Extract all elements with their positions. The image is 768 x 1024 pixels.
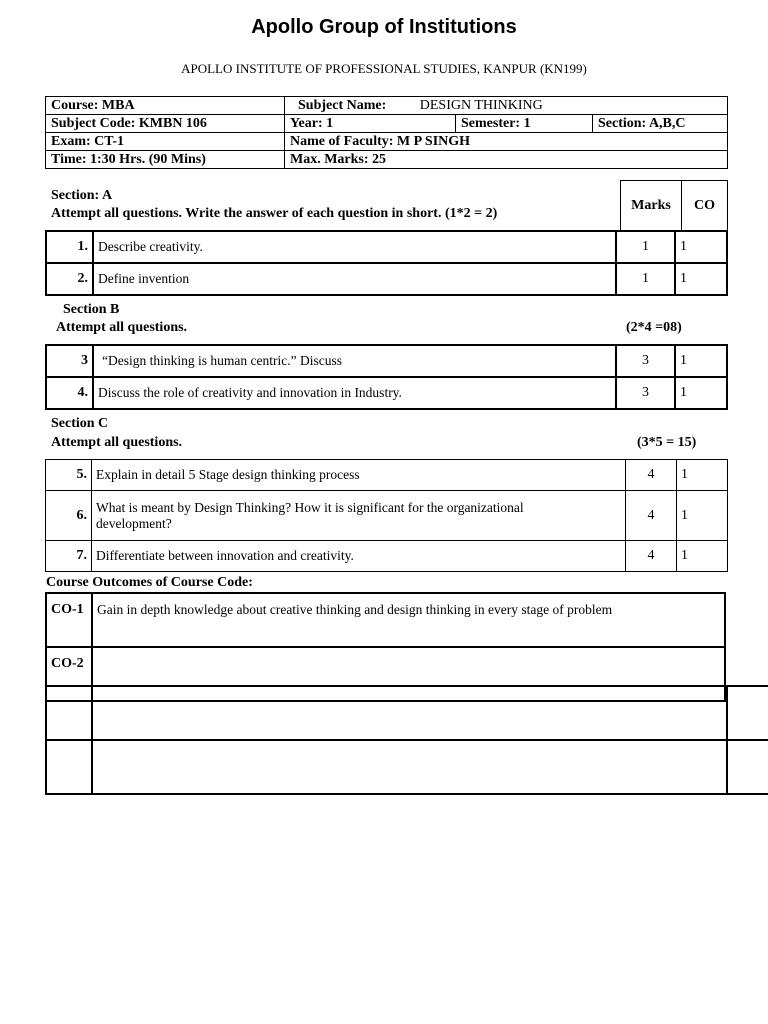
question-number: 3 xyxy=(46,345,93,377)
question-marks: 1 xyxy=(616,263,675,295)
question-text: “Design thinking is human centric.” Discuss xyxy=(93,345,616,377)
section-cell: Section: A,B,C xyxy=(593,115,728,133)
question-number: 2. xyxy=(46,263,93,295)
question-text: Describe creativity. xyxy=(93,231,616,263)
subject-name-label: Subject Name: xyxy=(298,97,387,113)
table-row xyxy=(46,231,727,263)
question-text: Define invention xyxy=(93,263,616,295)
table-row xyxy=(46,491,728,541)
org-title: Apollo Group of Institutions xyxy=(251,16,517,38)
table-row xyxy=(46,460,728,491)
co-extra-cell xyxy=(727,686,768,740)
section-b-title: Section B xyxy=(63,302,120,317)
question-marks: 4 xyxy=(626,460,677,491)
section-a-instruction: Attempt all questions. Write the answer of each question in short. (1*2 = 2) xyxy=(51,206,498,221)
section-b-instruction: Attempt all questions. xyxy=(56,320,188,335)
question-co: 1 xyxy=(677,541,728,572)
table-row xyxy=(46,377,727,409)
section-c-scheme: (3*5 = 15) xyxy=(637,435,697,450)
co-label: CO-2 xyxy=(46,647,92,701)
section-a-title: Section: A xyxy=(51,188,113,203)
question-number: 5. xyxy=(46,460,92,491)
section-a-table xyxy=(45,230,728,296)
course-outcomes-extra-table xyxy=(45,685,768,795)
section-c-instruction: Attempt all questions. xyxy=(51,435,183,450)
table-row xyxy=(46,740,768,794)
course-cell: Course: MBA xyxy=(46,97,285,115)
subject-name-value: DESIGN THINKING xyxy=(419,97,543,113)
exam-info-table xyxy=(45,96,728,169)
question-marks: 4 xyxy=(626,541,677,572)
table-row xyxy=(46,541,728,572)
question-number: 6. xyxy=(46,491,92,541)
section-b-table xyxy=(45,344,728,410)
faculty-cell: Name of Faculty: M P SINGH xyxy=(285,133,728,151)
question-co: 1 xyxy=(677,491,728,541)
table-row xyxy=(46,593,725,647)
question-text: Discuss the role of creativity and innovation in Industry. xyxy=(93,377,616,409)
question-number: 7. xyxy=(46,541,92,572)
exam-cell: Exam: CT-1 xyxy=(46,133,285,151)
co-extra-cell xyxy=(727,740,768,794)
course-outcomes-title: Course Outcomes of Course Code: xyxy=(46,575,253,590)
question-co: 1 xyxy=(677,460,728,491)
co-text xyxy=(92,686,727,740)
co-label xyxy=(46,686,92,740)
institute-name: APOLLO INSTITUTE OF PROFESSIONAL STUDIES, KANPUR (KN199) xyxy=(181,61,587,76)
question-marks: 4 xyxy=(626,491,677,541)
section-c-table xyxy=(45,459,728,572)
question-marks: 3 xyxy=(616,345,675,377)
co-label xyxy=(46,740,92,794)
question-marks: 3 xyxy=(616,377,675,409)
question-number: 1. xyxy=(46,231,93,263)
question-co: 1 xyxy=(675,263,727,295)
marks-header: Marks xyxy=(621,181,682,232)
subject-name-cell xyxy=(285,97,728,115)
table-row xyxy=(46,263,727,295)
table-row xyxy=(46,345,727,377)
max-marks-cell: Max. Marks: 25 xyxy=(285,151,728,169)
question-text: Differentiate between innovation and creativity. xyxy=(92,541,626,572)
subject-code-cell: Subject Code: KMBN 106 xyxy=(46,115,285,133)
semester-cell: Semester: 1 xyxy=(456,115,593,133)
question-co: 1 xyxy=(675,345,727,377)
section-c-title: Section C xyxy=(51,416,109,431)
co-text xyxy=(92,740,727,794)
question-co: 1 xyxy=(675,231,727,263)
table-row xyxy=(46,686,768,740)
question-number: 4. xyxy=(46,377,93,409)
section-b-scheme: (2*4 =08) xyxy=(626,320,682,335)
question-co: 1 xyxy=(675,377,727,409)
co-text: Gain in depth knowledge about creative thinking and design thinking in every stage of problem xyxy=(92,593,725,647)
marks-co-header xyxy=(620,180,728,232)
question-text: What is meant by Design Thinking? How it is significant for the organizational development? xyxy=(92,491,626,541)
question-text: Explain in detail 5 Stage design thinking process xyxy=(92,460,626,491)
year-cell: Year: 1 xyxy=(285,115,456,133)
question-marks: 1 xyxy=(616,231,675,263)
time-cell: Time: 1:30 Hrs. (90 Mins) xyxy=(46,151,285,169)
co-label: CO-1 xyxy=(46,593,92,647)
co-header: CO xyxy=(682,181,728,232)
